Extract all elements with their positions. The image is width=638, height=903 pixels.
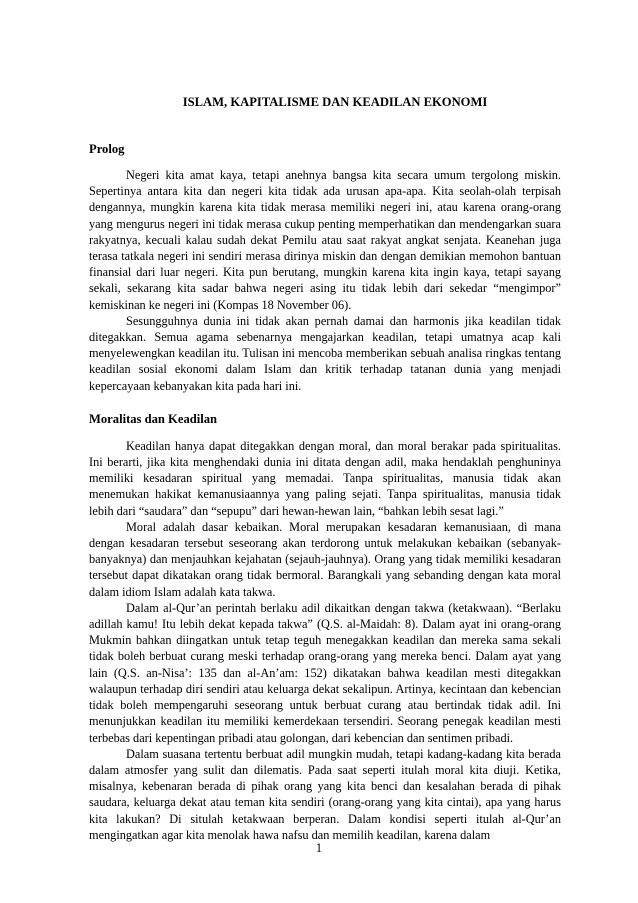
paragraph: Dalam suasana tertentu berbuat adil mungkin mudah, tetapi kadang-kadang kita berada dalam atmosfer yang sulit dan dilematis. Pada saat seperti itulah moral kita diuji. Ketika, misalnya, kebenaran berada di pihak orang yang kita benci dan kesalahan berada di pihak saudara, keluarga dekat atau teman kita sendiri (orang-orang yang kita cintai), apa yang harus kita lakukan? Di situlah ketakwaan berperan. Dalam kondisi seperti itulah al-Qur’an mengingatkan agar kita menolak hawa nafsu dan memilih keadilan, karena dalam xyxy=(89,746,561,842)
paragraph: Negeri kita amat kaya, tetapi anehnya bangsa kita secara umum tergolong miskin. Sepertinya antara kita dan negeri kita tidak ada urusan apa-apa. Kita seolah-olah terpisah dengannya, mungkin karena kita tidak merasa memiliki negeri ini, atau karena orang-orang yang mengurus negeri ini tidak merasa cukup penting memperhatikan dan mendengarkan suara rakyatnya, kecuali kalau sudah dekat Pemilu atau saat rakyat angkat senjata. Keanehan juga terasa tatkala negeri ini sendiri merasa dirinya miskin dan dengan demikian memohon bantuan finansial dari luar negeri. Kita pun berutang, mungkin karena kita ingin kaya, tetapi sayang sekali, sekarang kita sadar bahwa negeri asing itu tidak lebih dari sekedar “mengimpor” kemiskinan ke negeri ini (Kompas 18 November 06). xyxy=(89,168,561,312)
paragraph: Sesungguhnya dunia ini tidak akan pernah damai dan harmonis jika keadilan tidak ditegakkan. Semua agama sebenarnya mengajarkan keadilan, tetapi umatnya acap kali menyelewengkan keadilan itu. Tulisan ini mencoba memberikan sebuah analisa ringkas tentang keadilan sosial ekonomi dalam Islam dan kritik terhadap tatanan dunia yang menjadi kepercayaan kebanyakan kita pada hari ini. xyxy=(89,313,561,393)
page-content xyxy=(89,95,561,843)
page-number: 1 xyxy=(315,841,323,855)
document-title: ISLAM, KAPITALISME DAN KEADILAN EKONOMI xyxy=(182,95,488,109)
paragraph: Keadilan hanya dapat ditegakkan dengan moral, dan moral berakar pada spiritualitas. Ini berarti, jika kita menghendaki dunia ini ditata dengan adil, maka hendaklah penghuninya memiliki kesadaran spiritual yang memadai. Tanpa spiritualitas, manusia tidak akan menemukan hakikat kemanusiaannya yang paling sejati. Tanpa spiritualitas, manusia tidak lebih dari “saudara” dan “sepupu” dari hewan-hewan lain, “bahkan lebih sesat lagi.” xyxy=(89,438,561,518)
paragraph: Moral adalah dasar kebaikan. Moral merupakan kesadaran kemanusiaan, di mana dengan kesadaran tersebut seseorang akan terdorong untuk melakukan kebaikan (sebanyak-banyaknya) dan menjauhkan kejahatan (sejauh-jauhnya). Orang yang tidak memiliki kesadaran tersebut dapat dikatakan orang tidak bermoral. Barangkali yang sebanding dengan kata moral dalam idiom Islam adalah kata takwa. xyxy=(89,519,561,599)
section-heading-prolog: Prolog xyxy=(89,142,125,156)
section-heading-moralitas: Moralitas dan Keadilan xyxy=(89,411,218,426)
paragraph: Dalam al-Qur’an perintah berlaku adil dikaitkan dengan takwa (ketakwaan). “Berlaku adillah kamu! Itu lebih dekat kepada takwa” (Q.S. al-Maidah: 8). Dalam ayat ini orang-orang Mukmin bahkan diingatkan untuk tetap teguh menegakkan keadilan dan mereka sama sekali tidak boleh berbuat curang meski terhadap orang-orang yang mereka benci. Dalam ayat yang lain (Q.S. an-Nisa’: 135 dan al-An’am: 152) dikatakan bahwa keadilan mesti ditegakkan walaupun terhadap diri sendiri atau keluarga dekat sekalipun. Artinya, kecintaan dan kebencian tidak boleh mempengaruhi seseorang untuk berbuat curang atau bertindak tidak adil. Ini menunjukkan keadilan itu memiliki kemerdekaan tersendiri. Seorang penegak keadilan mesti terbebas dari kepentingan pribadi atau golongan, dari kebencian dan sentimen pribadi. xyxy=(89,600,561,745)
